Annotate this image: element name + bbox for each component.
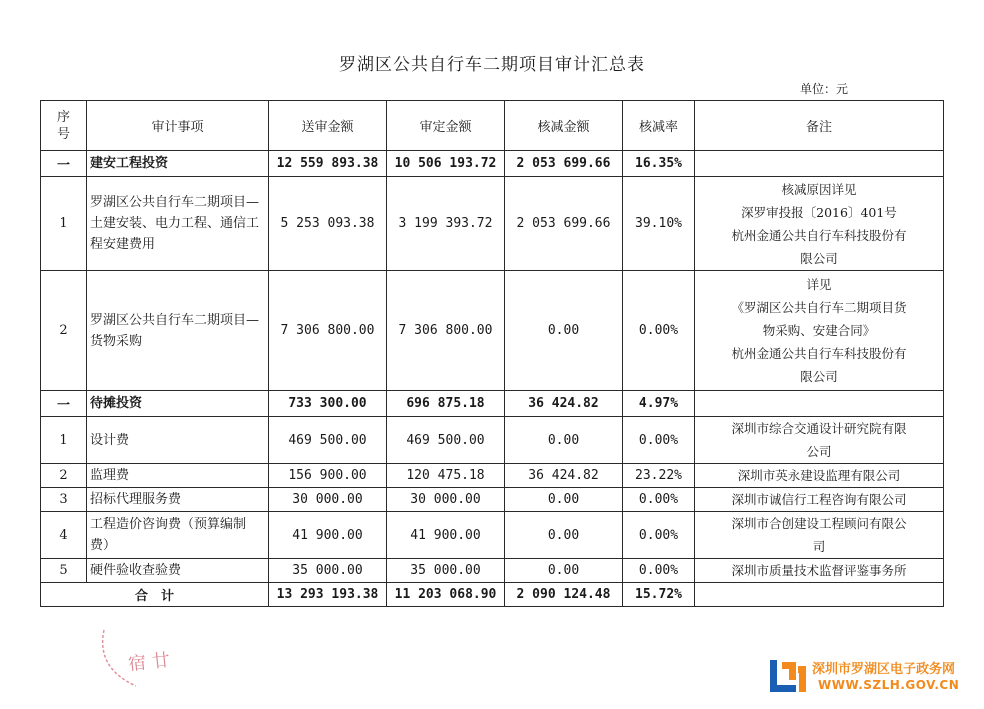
header-item: 审计事项 (87, 101, 269, 151)
row-rate: 4.97% (623, 391, 695, 417)
remark-line: 限公司 (800, 369, 838, 384)
row-seq: 5 (41, 559, 87, 583)
total-reduction: 2 090 124.48 (505, 583, 623, 607)
header-reduction: 核减金额 (505, 101, 623, 151)
row-submitted: 12 559 893.38 (269, 151, 387, 177)
row-rate: 0.00% (623, 512, 695, 559)
remark-line: 司 (812, 539, 826, 554)
row-seq: 2 (41, 271, 87, 391)
remark-line: 深圳市合创建设工程顾问有限公 (731, 516, 907, 531)
row-submitted: 733 300.00 (269, 391, 387, 417)
row-reduction: 36 424.82 (505, 464, 623, 488)
row-item: 建安工程投资 (87, 151, 269, 177)
row-reduction: 0.00 (505, 271, 623, 391)
row-reduction: 2 053 699.66 (505, 151, 623, 177)
row-submitted: 5 253 093.38 (269, 177, 387, 271)
total-approved: 11 203 068.90 (387, 583, 505, 607)
header-remarks: 备注 (695, 101, 944, 151)
remark-line: 深圳市诚信行工程咨询有限公司 (731, 492, 907, 507)
total-remarks (695, 583, 944, 607)
row-item: 罗湖区公共自行车二期项目—货物采购 (87, 271, 269, 391)
row-remarks (695, 151, 944, 177)
row-reduction: 36 424.82 (505, 391, 623, 417)
table-row (41, 271, 944, 391)
row-seq: 一 (41, 151, 87, 177)
row-seq: 一 (41, 391, 87, 417)
site-watermark (768, 652, 968, 702)
row-rate: 0.00% (623, 417, 695, 464)
group-row (41, 151, 944, 177)
row-item: 招标代理服务费 (87, 488, 269, 512)
row-approved: 469 500.00 (387, 417, 505, 464)
total-submitted: 13 293 193.38 (269, 583, 387, 607)
row-remarks (695, 464, 944, 488)
row-remarks (695, 512, 944, 559)
row-seq: 2 (41, 464, 87, 488)
stamp-text: 宿 廿 (127, 649, 171, 676)
row-item: 设计费 (87, 417, 269, 464)
header-submitted: 送审金额 (269, 101, 387, 151)
remark-line: 限公司 (800, 250, 838, 266)
remark-line: 杭州金通公共自行车科技股份有 (731, 346, 907, 361)
row-approved: 120 475.18 (387, 464, 505, 488)
audit-summary-table (40, 100, 944, 607)
table-row (41, 177, 944, 271)
remark-line: 《罗湖区公共自行车二期项目货 (731, 300, 907, 315)
row-item: 待摊投资 (87, 391, 269, 417)
row-reduction: 0.00 (505, 559, 623, 583)
total-label: 合 计 (41, 583, 269, 607)
row-seq: 3 (41, 488, 87, 512)
row-rate: 16.35% (623, 151, 695, 177)
header-seq-line1: 序 (56, 109, 70, 125)
row-remarks (695, 559, 944, 583)
group-row (41, 391, 944, 417)
watermark-site-name: 深圳市罗湖区电子政务网 (812, 662, 956, 677)
row-remarks (695, 177, 944, 271)
document-title: 罗湖区公共自行车二期项目审计汇总表 (339, 55, 645, 75)
row-approved: 41 900.00 (387, 512, 505, 559)
row-seq: 1 (41, 417, 87, 464)
row-seq: 4 (41, 512, 87, 559)
row-rate: 39.10% (623, 177, 695, 271)
table-row (41, 488, 944, 512)
row-item: 工程造价咨询费（预算编制费） (87, 512, 269, 559)
table-row (41, 559, 944, 583)
remark-line: 核减原因详见 (781, 181, 857, 197)
remark-line: 详见 (806, 277, 832, 292)
remark-line: 深圳市英永建设监理有限公司 (737, 468, 901, 483)
remark-line: 杭州金通公共自行车科技股份有 (731, 227, 907, 243)
row-submitted: 7 306 800.00 (269, 271, 387, 391)
row-rate: 0.00% (623, 559, 695, 583)
row-rate: 23.22% (623, 464, 695, 488)
szlh-logo-icon (768, 656, 808, 696)
remark-line: 公司 (806, 444, 832, 459)
row-submitted: 469 500.00 (269, 417, 387, 464)
row-seq: 1 (41, 177, 87, 271)
unit-label: 单位：元 (800, 82, 849, 96)
row-approved: 696 875.18 (387, 391, 505, 417)
row-reduction: 0.00 (505, 417, 623, 464)
table-row (41, 464, 944, 488)
row-remarks (695, 391, 944, 417)
row-remarks (695, 417, 944, 464)
remark-line: 深罗审投报〔2016〕401号 (741, 204, 897, 220)
row-item: 罗湖区公共自行车二期项目—土建安装、电力工程、通信工程安建费用 (87, 177, 269, 271)
row-item: 监理费 (87, 464, 269, 488)
remark-line: 物采购、安建合同》 (762, 323, 876, 338)
table-row (41, 417, 944, 464)
red-seal-stamp (96, 628, 206, 688)
total-row (41, 583, 944, 607)
row-approved: 30 000.00 (387, 488, 505, 512)
row-submitted: 30 000.00 (269, 488, 387, 512)
header-rate: 核减率 (623, 101, 695, 151)
header-seq (41, 101, 87, 151)
row-reduction: 2 053 699.66 (505, 177, 623, 271)
row-item: 硬件验收查验费 (87, 559, 269, 583)
row-approved: 10 506 193.72 (387, 151, 505, 177)
row-rate: 0.00% (623, 271, 695, 391)
table-row (41, 512, 944, 559)
row-reduction: 0.00 (505, 488, 623, 512)
row-rate: 0.00% (623, 488, 695, 512)
row-submitted: 156 900.00 (269, 464, 387, 488)
table-header-row (41, 101, 944, 151)
row-approved: 35 000.00 (387, 559, 505, 583)
row-reduction: 0.00 (505, 512, 623, 559)
row-submitted: 41 900.00 (269, 512, 387, 559)
row-remarks (695, 271, 944, 391)
header-seq-line2: 号 (56, 126, 70, 142)
row-submitted: 35 000.00 (269, 559, 387, 583)
total-rate: 15.72% (623, 583, 695, 607)
remark-line: 深圳市质量技术监督评鉴事务所 (731, 563, 907, 578)
row-remarks (695, 488, 944, 512)
header-approved: 审定金额 (387, 101, 505, 151)
remark-line: 深圳市综合交通设计研究院有限 (731, 421, 907, 436)
row-approved: 3 199 393.72 (387, 177, 505, 271)
watermark-url: WWW.SZLH.GOV.CN (818, 678, 960, 692)
row-approved: 7 306 800.00 (387, 271, 505, 391)
